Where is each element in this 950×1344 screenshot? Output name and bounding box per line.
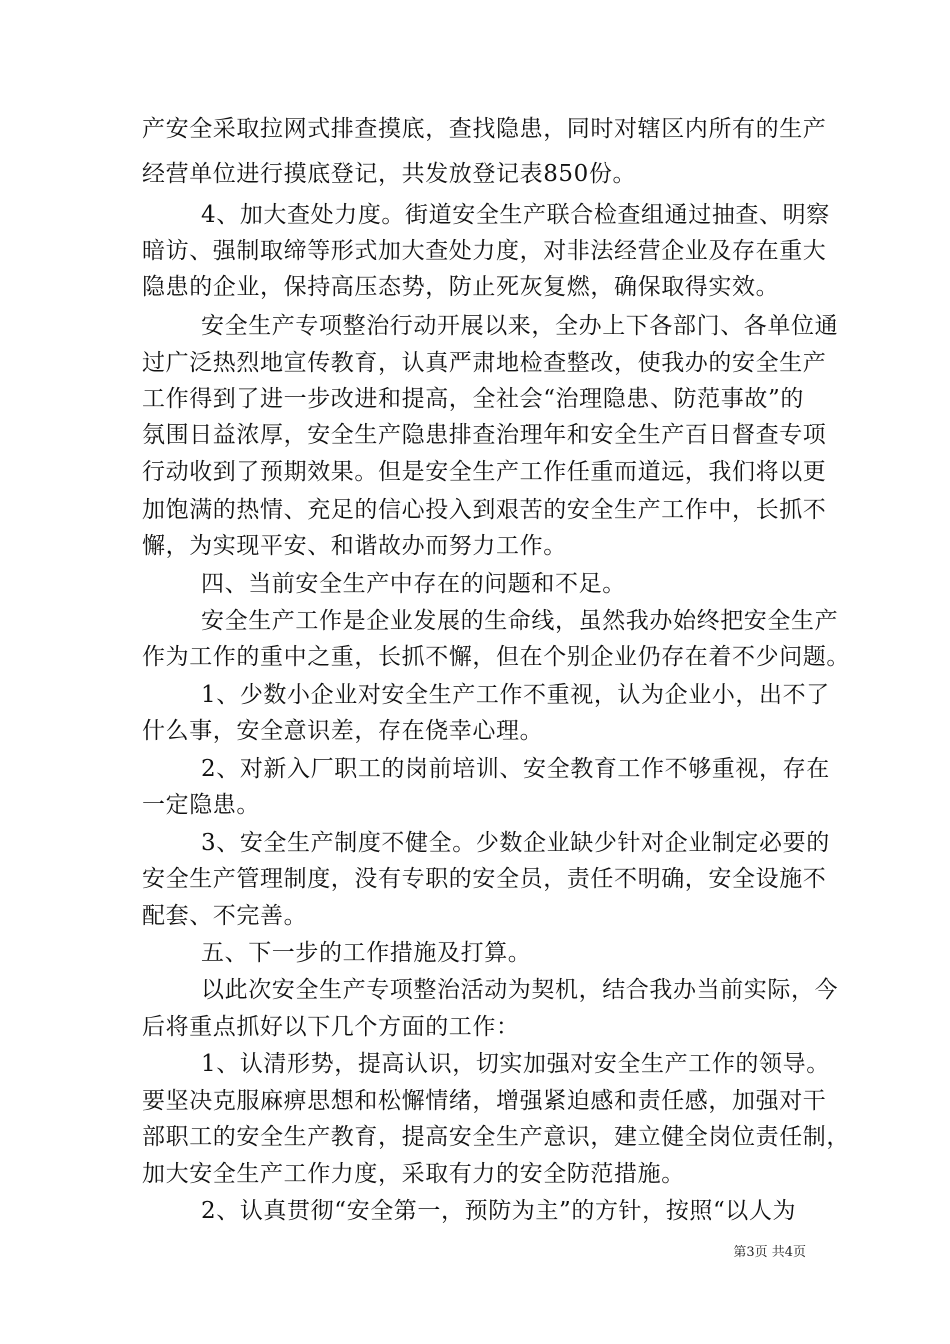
text-line: 后将重点抓好以下几个方面的工作：: [142, 1014, 520, 1040]
text-line: 经营单位进行摸底登记，共发放登记表850份。: [142, 161, 637, 187]
text-line: 产安全采取拉网式排查摸底，查找隐患，同时对辖区内所有的生产: [142, 116, 827, 142]
text-line: 加大安全生产工作力度，采取有力的安全防范措施。: [142, 1161, 685, 1187]
text-line: 什么事，安全意识差，存在侥幸心理。: [142, 718, 544, 744]
text-line: 安全生产专项整治行动开展以来，全办上下各部门、各单位通: [201, 313, 839, 339]
text-line: 一定隐患。: [142, 792, 260, 818]
section-heading: 四、当前安全生产中存在的问题和不足。: [201, 571, 626, 597]
text-line: 4、加大查处力度。街道安全生产联合检查组通过抽查、明察: [201, 202, 830, 228]
text-line: 2、对新入厂职工的岗前培训、安全教育工作不够重视，存在: [201, 756, 830, 782]
text-line: 1、少数小企业对安全生产工作不重视，认为企业小，出不了: [201, 682, 830, 708]
text-line: 安全生产工作是企业发展的生命线，虽然我办始终把安全生产: [201, 608, 839, 634]
text-line: 以此次安全生产专项整治活动为契机，结合我办当前实际，今: [201, 977, 839, 1003]
section-heading: 五、下一步的工作措施及打算。: [201, 940, 532, 966]
text-line: 工作得到了进一步改进和提高，全社会“治理隐患、防范事故”的: [142, 386, 804, 412]
text-line: 要坚决克服麻痹思想和松懈情绪，增强紧迫感和责任感，加强对干: [142, 1088, 827, 1114]
text-line: 1、认清形势，提高认识，切实加强对安全生产工作的领导。: [201, 1051, 830, 1077]
text-line: 部职工的安全生产教育，提高安全生产意识，建立健全岗位责任制，: [142, 1124, 850, 1150]
text-line: 加饱满的热情、充足的信心投入到艰苦的安全生产工作中，长抓不: [142, 497, 827, 523]
text-line: 隐患的企业，保持高压态势，防止死灰复燃，确保取得实效。: [142, 274, 780, 300]
page-number-footer: 第3页 共4页: [733, 1245, 806, 1260]
text-line: 暗访、强制取缔等形式加大查处力度，对非法经营企业及存在重大: [142, 238, 827, 264]
text-line: 2、认真贯彻“安全第一，预防为主”的方针，按照“以人为: [201, 1198, 797, 1224]
text-line: 行动收到了预期效果。但是安全生产工作任重而道远，我们将以更: [142, 459, 827, 485]
text-line: 安全生产管理制度，没有专职的安全员，责任不明确，安全设施不: [142, 866, 827, 892]
text-line: 过广泛热烈地宣传教育，认真严肃地检查整改，使我办的安全生产: [142, 350, 827, 376]
text-line: 配套、不完善。: [142, 903, 308, 929]
text-line: 作为工作的重中之重，长抓不懈，但在个别企业仍存在着不少问题。: [142, 644, 850, 670]
text-line: 懈，为实现平安、和谐故办而努力工作。: [142, 533, 567, 559]
text-line: 3、安全生产制度不健全。少数企业缺少针对企业制定必要的: [201, 830, 830, 856]
text-line: 氛围日益浓厚，安全生产隐患排查治理年和安全生产百日督查专项: [142, 422, 827, 448]
